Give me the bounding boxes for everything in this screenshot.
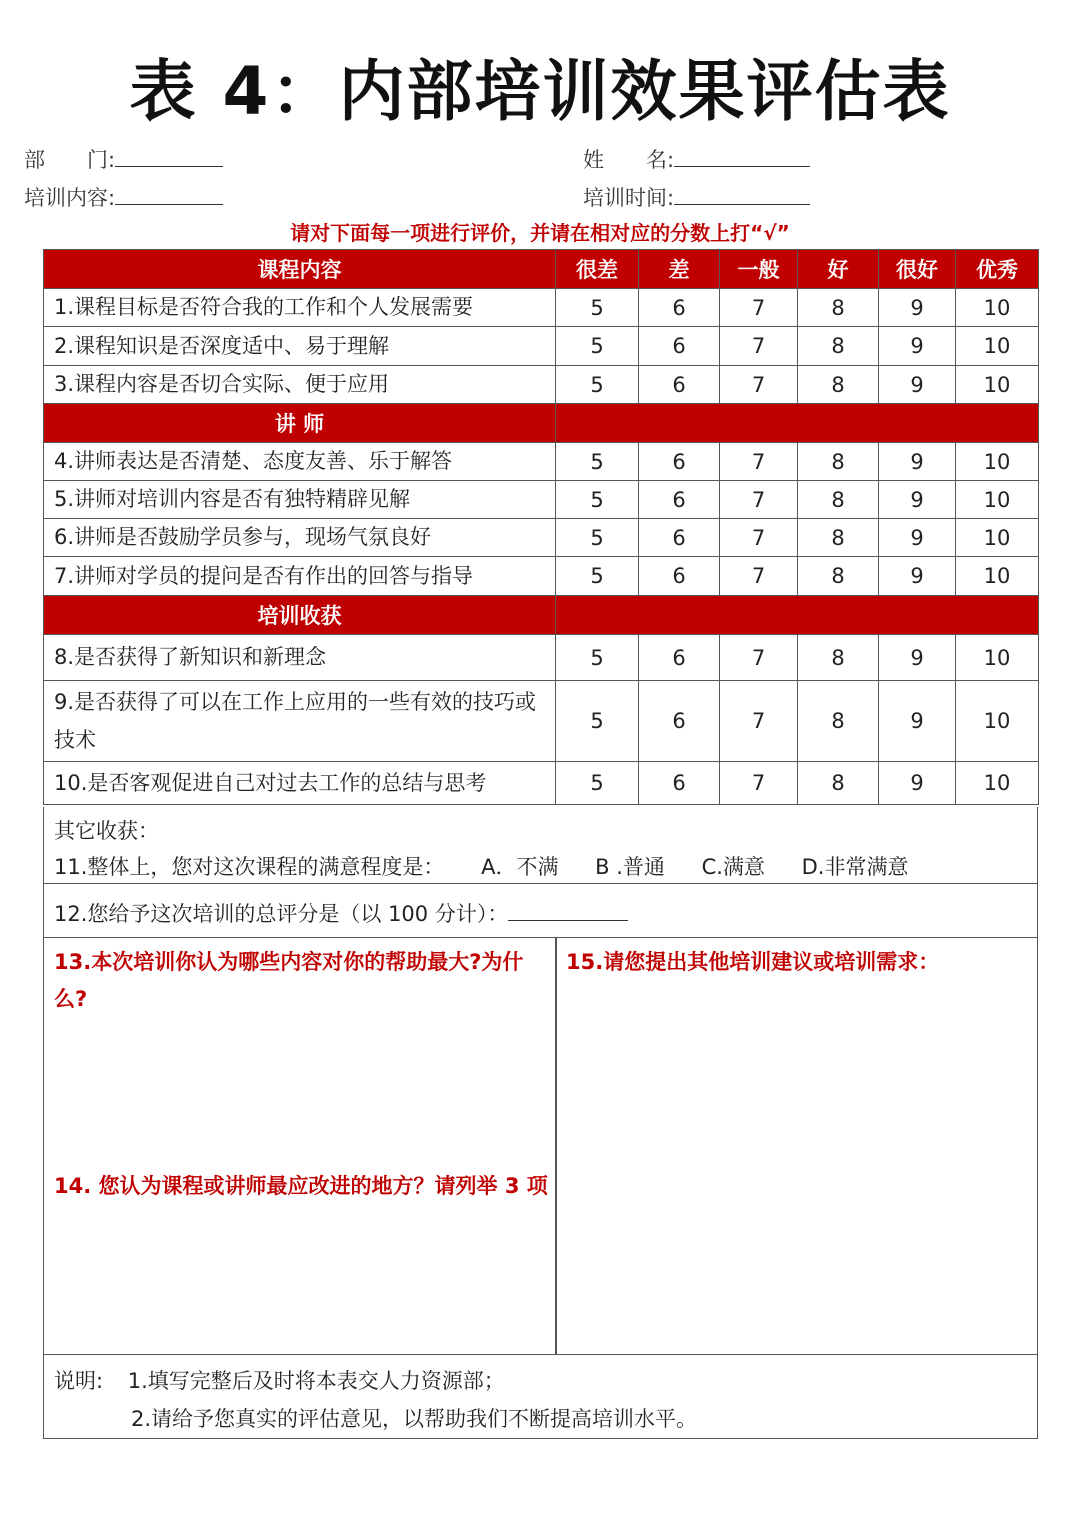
table-row	[44, 519, 1039, 557]
score-cell[interactable]: 9	[879, 681, 956, 762]
option-a[interactable]: A．不满	[481, 855, 559, 879]
section-fill	[556, 404, 1039, 443]
score-cell[interactable]: 8	[798, 681, 879, 762]
header-good: 好	[798, 250, 879, 289]
score-cell[interactable]: 10	[956, 289, 1039, 327]
score-cell[interactable]: 6	[639, 327, 720, 366]
question-cell: 8.是否获得了新知识和新理念	[44, 635, 556, 681]
name-blank[interactable]	[674, 146, 810, 167]
score-cell[interactable]: 10	[956, 519, 1039, 557]
score-cell[interactable]: 8	[798, 481, 879, 519]
score-cell[interactable]: 6	[639, 519, 720, 557]
score-cell[interactable]: 5	[556, 289, 639, 327]
score-cell[interactable]: 10	[956, 327, 1039, 366]
section-gains	[44, 635, 1039, 805]
score-cell[interactable]: 7	[720, 635, 798, 681]
section-course	[44, 289, 1039, 404]
score-cell[interactable]: 7	[720, 443, 798, 481]
notes-label: 说明:	[54, 1369, 104, 1393]
score-cell[interactable]: 5	[556, 557, 639, 596]
q14-text: 14. 您认为课程或讲师最应改进的地方？请列举 3 项	[54, 1174, 548, 1198]
header-row	[44, 250, 1039, 289]
score-cell[interactable]: 7	[720, 481, 798, 519]
score-cell[interactable]: 6	[639, 557, 720, 596]
score-cell[interactable]: 8	[798, 519, 879, 557]
score-cell[interactable]: 7	[720, 366, 798, 404]
option-b[interactable]: B .普通	[595, 855, 665, 879]
score-cell[interactable]: 5	[556, 519, 639, 557]
table-row	[44, 635, 1039, 681]
score-cell[interactable]: 6	[639, 762, 720, 805]
table-row	[44, 366, 1039, 404]
score-cell[interactable]: 6	[639, 289, 720, 327]
score-cell[interactable]: 8	[798, 762, 879, 805]
score-cell[interactable]: 7	[720, 762, 798, 805]
score-cell[interactable]: 10	[956, 681, 1039, 762]
score-cell[interactable]: 6	[639, 681, 720, 762]
score-cell[interactable]: 9	[879, 481, 956, 519]
score-cell[interactable]: 7	[720, 519, 798, 557]
department-label: 部 门:	[24, 148, 116, 172]
score-cell[interactable]: 9	[879, 557, 956, 596]
page-title: 表 4：内部培训效果评估表	[129, 53, 951, 130]
q12-text: 12.您给予这次培训的总评分是（以 100 分计）：	[54, 902, 509, 926]
department-field[interactable]	[24, 144, 223, 174]
score-cell[interactable]: 9	[879, 327, 956, 366]
score-cell[interactable]: 5	[556, 681, 639, 762]
question-cell: 9.是否获得了可以在工作上应用的一些有效的技巧或技术	[44, 681, 556, 762]
table-row	[44, 327, 1039, 366]
time-blank[interactable]	[674, 184, 810, 205]
table-row	[44, 481, 1039, 519]
score-cell[interactable]: 5	[556, 635, 639, 681]
header-course-content: 课程内容	[44, 250, 556, 289]
score-cell[interactable]: 9	[879, 289, 956, 327]
score-cell[interactable]: 5	[556, 481, 639, 519]
header-poor: 差	[639, 250, 720, 289]
notes-box	[43, 1355, 1038, 1439]
rating-table	[43, 249, 1039, 805]
score-cell[interactable]: 5	[556, 443, 639, 481]
score-cell[interactable]: 7	[720, 681, 798, 762]
q11-text: 11.整体上，您对这次课程的满意程度是：	[54, 855, 445, 879]
score-cell[interactable]: 5	[556, 366, 639, 404]
question-cell: 7.讲师对学员的提问是否有作出的回答与指导	[44, 557, 556, 596]
score-cell[interactable]: 9	[879, 443, 956, 481]
question-cell: 10.是否客观促进自己对过去工作的总结与思考	[44, 762, 556, 805]
score-cell[interactable]: 8	[798, 557, 879, 596]
score-cell[interactable]: 8	[798, 366, 879, 404]
header-very-poor: 很差	[556, 250, 639, 289]
time-field[interactable]	[583, 182, 810, 212]
table-row	[44, 443, 1039, 481]
score-cell[interactable]: 9	[879, 762, 956, 805]
header-excellent: 优秀	[956, 250, 1039, 289]
section-fill	[556, 596, 1039, 635]
score-cell[interactable]: 9	[879, 366, 956, 404]
question-cell: 3.课程内容是否切合实际、便于应用	[44, 366, 556, 404]
section-title-gains: 培训收获	[44, 596, 556, 635]
table-row	[44, 557, 1039, 596]
content-field[interactable]	[24, 182, 223, 212]
score-cell[interactable]: 7	[720, 557, 798, 596]
column-divider	[555, 938, 557, 1355]
content-label: 培训内容:	[24, 186, 116, 210]
q13-text: 13.本次培训你认为哪些内容对你的帮助最大?为什么?	[54, 950, 524, 1011]
score-cell[interactable]: 9	[879, 635, 956, 681]
section-header-gains	[44, 596, 1039, 635]
section-title-lecturer: 讲 师	[44, 404, 556, 443]
score-cell[interactable]: 8	[798, 635, 879, 681]
other-gains-label: 其它收获：	[54, 819, 159, 843]
option-d[interactable]: D.非常满意	[801, 855, 909, 879]
question-cell: 5.讲师对培训内容是否有独特精辟见解	[44, 481, 556, 519]
q12-box	[43, 884, 1038, 938]
section-header-lecturer	[44, 404, 1039, 443]
department-blank[interactable]	[115, 146, 223, 167]
score-cell[interactable]: 6	[639, 366, 720, 404]
section-lecturer	[44, 443, 1039, 596]
note-item-1: 1.填写完整后及时将本表交人力资源部；	[127, 1369, 505, 1393]
question-cell: 2.课程知识是否深度适中、易于理解	[44, 327, 556, 366]
question-cell: 1.课程目标是否符合我的工作和个人发展需要	[44, 289, 556, 327]
score-cell[interactable]: 10	[956, 481, 1039, 519]
q11-row	[54, 851, 1037, 881]
notes-line-1	[54, 1365, 505, 1395]
q15-text: 15.请您提出其他培训建议或培训需求：	[566, 950, 940, 974]
table-row	[44, 289, 1039, 327]
score-cell[interactable]: 10	[956, 635, 1039, 681]
open-questions-box	[43, 938, 1038, 1355]
content-blank[interactable]	[115, 184, 223, 205]
score-cell[interactable]: 10	[956, 366, 1039, 404]
score-cell[interactable]: 10	[956, 762, 1039, 805]
other-gains-box	[43, 807, 1038, 884]
question-cell: 6.讲师是否鼓励学员参与，现场气氛良好	[44, 519, 556, 557]
score-cell[interactable]: 8	[798, 443, 879, 481]
score-cell[interactable]: 10	[956, 557, 1039, 596]
score-cell[interactable]: 9	[879, 519, 956, 557]
score-cell[interactable]: 10	[956, 443, 1039, 481]
score-cell[interactable]: 5	[556, 762, 639, 805]
time-label: 培训时间:	[583, 186, 675, 210]
q12-blank[interactable]	[508, 902, 628, 921]
score-cell[interactable]: 5	[556, 327, 639, 366]
table-row	[44, 762, 1039, 805]
score-cell[interactable]: 7	[720, 327, 798, 366]
score-cell[interactable]: 6	[639, 443, 720, 481]
score-cell[interactable]: 6	[639, 635, 720, 681]
name-field[interactable]	[583, 144, 810, 174]
note-item-2: 2.请给予您真实的评估意见，以帮助我们不断提高培训水平。	[131, 1407, 698, 1431]
option-c[interactable]: C.满意	[701, 855, 765, 879]
header-average: 一般	[720, 250, 798, 289]
question-cell: 4.讲师表达是否清楚、态度友善、乐于解答	[44, 443, 556, 481]
name-label: 姓 名:	[583, 148, 675, 172]
header-very-good: 很好	[879, 250, 956, 289]
score-cell[interactable]: 8	[798, 327, 879, 366]
instruction-text: 请对下面每一项进行评价，并请在相对应的分数上打“√”	[290, 221, 790, 245]
score-cell[interactable]: 8	[798, 289, 879, 327]
score-cell[interactable]: 6	[639, 481, 720, 519]
table-row	[44, 681, 1039, 762]
score-cell[interactable]: 7	[720, 289, 798, 327]
